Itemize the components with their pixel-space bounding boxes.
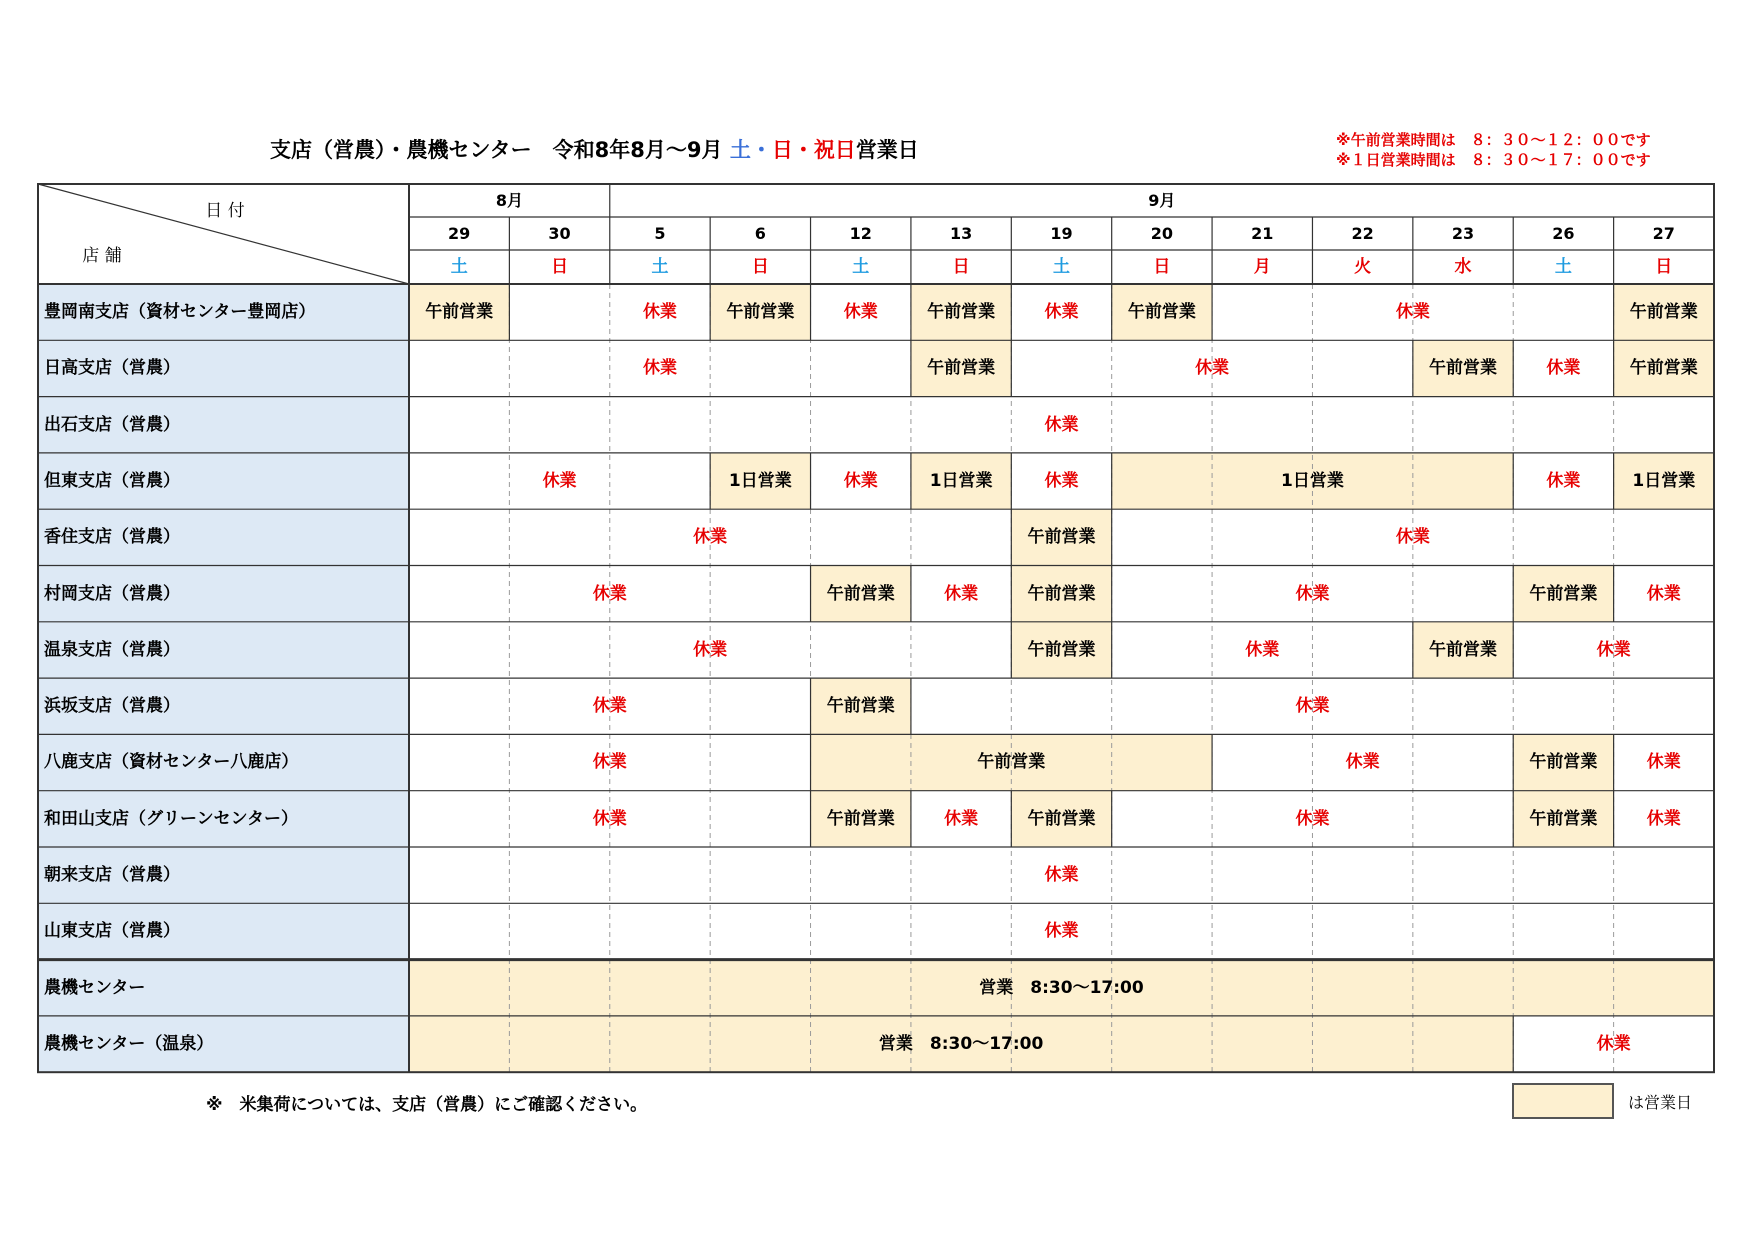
weekday-label: 日 bbox=[751, 257, 769, 277]
closed-status: 休業 bbox=[1295, 808, 1330, 829]
store-name: 但東支店（営農） bbox=[44, 470, 180, 491]
day-number: 19 bbox=[1050, 224, 1073, 243]
store-name: 村岡支店（営農） bbox=[44, 583, 180, 604]
weekday-label: 水 bbox=[1454, 257, 1472, 277]
open-status: 午前営業 bbox=[1027, 808, 1096, 829]
open-status: 午前営業 bbox=[425, 302, 494, 322]
closed-status: 休業 bbox=[843, 302, 878, 322]
title-holiday: 祝日 bbox=[813, 138, 856, 162]
closed-status: 休業 bbox=[1646, 752, 1681, 773]
rice-collection-note: ※ 米集荷については、支店（営農）にご確認ください。 bbox=[206, 1095, 648, 1115]
open-status: 午前営業 bbox=[1629, 358, 1698, 379]
open-status: 午前営業 bbox=[927, 358, 996, 379]
closed-status: 休業 bbox=[592, 752, 627, 773]
title-sunday: 日 bbox=[771, 138, 793, 162]
open-status: 午前営業 bbox=[1529, 583, 1598, 604]
closed-status: 休業 bbox=[693, 639, 728, 660]
closed-status: 休業 bbox=[1395, 527, 1430, 548]
store-name: 日高支店（営農） bbox=[44, 358, 180, 379]
closed-status: 休業 bbox=[1044, 302, 1079, 322]
corner-diagonal bbox=[38, 184, 409, 284]
note-fullday-hours: ※１日営業時間は ８：３０～１７：００です bbox=[1336, 151, 1651, 169]
closed-status: 休業 bbox=[1546, 358, 1581, 379]
closed-status: 休業 bbox=[1646, 583, 1681, 604]
weekday-label: 土 bbox=[1052, 257, 1070, 277]
weekday-label: 土 bbox=[852, 257, 870, 277]
note-morning-hours: ※午前営業時間は ８：３０～１２：００です bbox=[1336, 131, 1651, 149]
closed-status: 休業 bbox=[642, 302, 677, 322]
day-number: 20 bbox=[1150, 224, 1173, 243]
open-status: 午前営業 bbox=[1027, 583, 1096, 604]
open-status: 午前営業 bbox=[1127, 302, 1196, 322]
store-name: 和田山支店（グリーンセンター） bbox=[44, 808, 298, 829]
closed-status: 休業 bbox=[642, 358, 677, 379]
closed-status: 休業 bbox=[1596, 639, 1631, 660]
open-status: 午前営業 bbox=[1027, 639, 1096, 660]
day-number: 13 bbox=[949, 224, 973, 243]
closed-status: 休業 bbox=[693, 527, 728, 548]
closed-status: 休業 bbox=[1596, 1033, 1631, 1054]
day-number: 23 bbox=[1451, 224, 1475, 243]
open-status: 午前営業 bbox=[826, 808, 895, 829]
closed-status: 休業 bbox=[592, 808, 627, 829]
weekday-label: 日 bbox=[551, 257, 569, 277]
store-name: 出石支店（営農） bbox=[44, 414, 180, 435]
closed-status: 休業 bbox=[843, 470, 878, 491]
open-status: 営業 8:30～17:00 bbox=[979, 977, 1144, 998]
day-number: 12 bbox=[849, 224, 872, 243]
weekday-label: 日 bbox=[1655, 257, 1673, 277]
title-dot-2: ・ bbox=[792, 138, 814, 162]
store-name: 八鹿支店（資材センター八鹿店） bbox=[44, 752, 299, 773]
open-status: 午前営業 bbox=[1429, 358, 1498, 379]
day-number: 22 bbox=[1351, 224, 1374, 243]
store-name: 温泉支店（営農） bbox=[44, 639, 180, 660]
closed-status: 休業 bbox=[944, 583, 979, 604]
title-dot-1: ・ bbox=[750, 138, 772, 162]
weekday-label: 月 bbox=[1253, 257, 1271, 277]
open-status: 1日営業 bbox=[728, 470, 792, 491]
store-name: 農機センター bbox=[44, 977, 146, 998]
closed-status: 休業 bbox=[944, 808, 979, 829]
open-status: 午前営業 bbox=[1429, 639, 1498, 660]
weekday-label: 土 bbox=[1554, 257, 1572, 277]
closed-status: 休業 bbox=[1546, 470, 1581, 491]
weekday-label: 火 bbox=[1354, 257, 1372, 277]
closed-status: 休業 bbox=[1195, 358, 1230, 379]
open-status: 午前営業 bbox=[927, 302, 996, 322]
weekday-label: 日 bbox=[1153, 257, 1171, 277]
closed-status: 休業 bbox=[1044, 921, 1079, 942]
open-status: 午前営業 bbox=[1629, 302, 1698, 322]
closed-status: 休業 bbox=[542, 470, 577, 491]
closed-status: 休業 bbox=[1044, 865, 1079, 885]
day-number: 27 bbox=[1652, 224, 1675, 243]
open-status: 午前営業 bbox=[826, 696, 895, 717]
open-status: 営業 8:30～17:00 bbox=[878, 1033, 1044, 1054]
closed-status: 休業 bbox=[1646, 808, 1681, 829]
open-status: 午前営業 bbox=[977, 752, 1046, 773]
closed-status: 休業 bbox=[592, 696, 627, 717]
closed-status: 休業 bbox=[1395, 302, 1430, 322]
open-status: 午前営業 bbox=[826, 583, 895, 604]
weekday-label: 日 bbox=[952, 257, 970, 277]
store-name: 農機センター（温泉） bbox=[44, 1033, 214, 1054]
day-number: 6 bbox=[754, 224, 766, 243]
store-name: 朝来支店（営農） bbox=[44, 865, 180, 885]
store-name: 豊岡南支店（資材センター豊岡店） bbox=[44, 302, 316, 322]
corner-store-label: 店 舗 bbox=[82, 246, 122, 266]
month-label: 8月 bbox=[495, 191, 523, 210]
closed-status: 休業 bbox=[592, 583, 627, 604]
open-status: 午前営業 bbox=[726, 302, 795, 322]
title-main: 支店（営農）・農機センター 令和8年8月～9月 bbox=[270, 138, 723, 162]
closed-status: 休業 bbox=[1295, 696, 1330, 717]
closed-status: 休業 bbox=[1345, 752, 1380, 773]
day-number: 29 bbox=[448, 224, 471, 243]
day-number: 30 bbox=[548, 224, 571, 243]
day-number: 5 bbox=[654, 224, 666, 243]
store-name: 香住支店（営農） bbox=[44, 527, 180, 548]
legend-open-swatch bbox=[1512, 1083, 1614, 1119]
closed-status: 休業 bbox=[1044, 470, 1079, 491]
open-status: 午前営業 bbox=[1027, 527, 1096, 548]
closed-status: 休業 bbox=[1044, 414, 1079, 435]
weekday-label: 土 bbox=[651, 257, 669, 277]
open-status: 午前営業 bbox=[1529, 752, 1598, 773]
title-suffix: 営業日 bbox=[855, 138, 919, 162]
corner-date-label: 日 付 bbox=[205, 201, 245, 221]
month-label: 9月 bbox=[1148, 191, 1176, 210]
open-status: 1日営業 bbox=[929, 470, 993, 491]
day-number: 21 bbox=[1251, 224, 1274, 243]
weekday-label: 土 bbox=[450, 257, 468, 277]
closed-status: 休業 bbox=[1295, 583, 1330, 604]
open-status: 1日営業 bbox=[1632, 470, 1696, 491]
closed-status: 休業 bbox=[1245, 639, 1280, 660]
store-name: 山東支店（営農） bbox=[44, 921, 180, 942]
legend-open-label: は営業日 bbox=[1628, 1093, 1693, 1112]
open-status: 午前営業 bbox=[1529, 808, 1598, 829]
store-name: 浜坂支店（営農） bbox=[44, 696, 180, 717]
title-saturday: 土 bbox=[729, 138, 751, 162]
open-status: 1日営業 bbox=[1281, 470, 1344, 491]
day-number: 26 bbox=[1552, 224, 1575, 243]
